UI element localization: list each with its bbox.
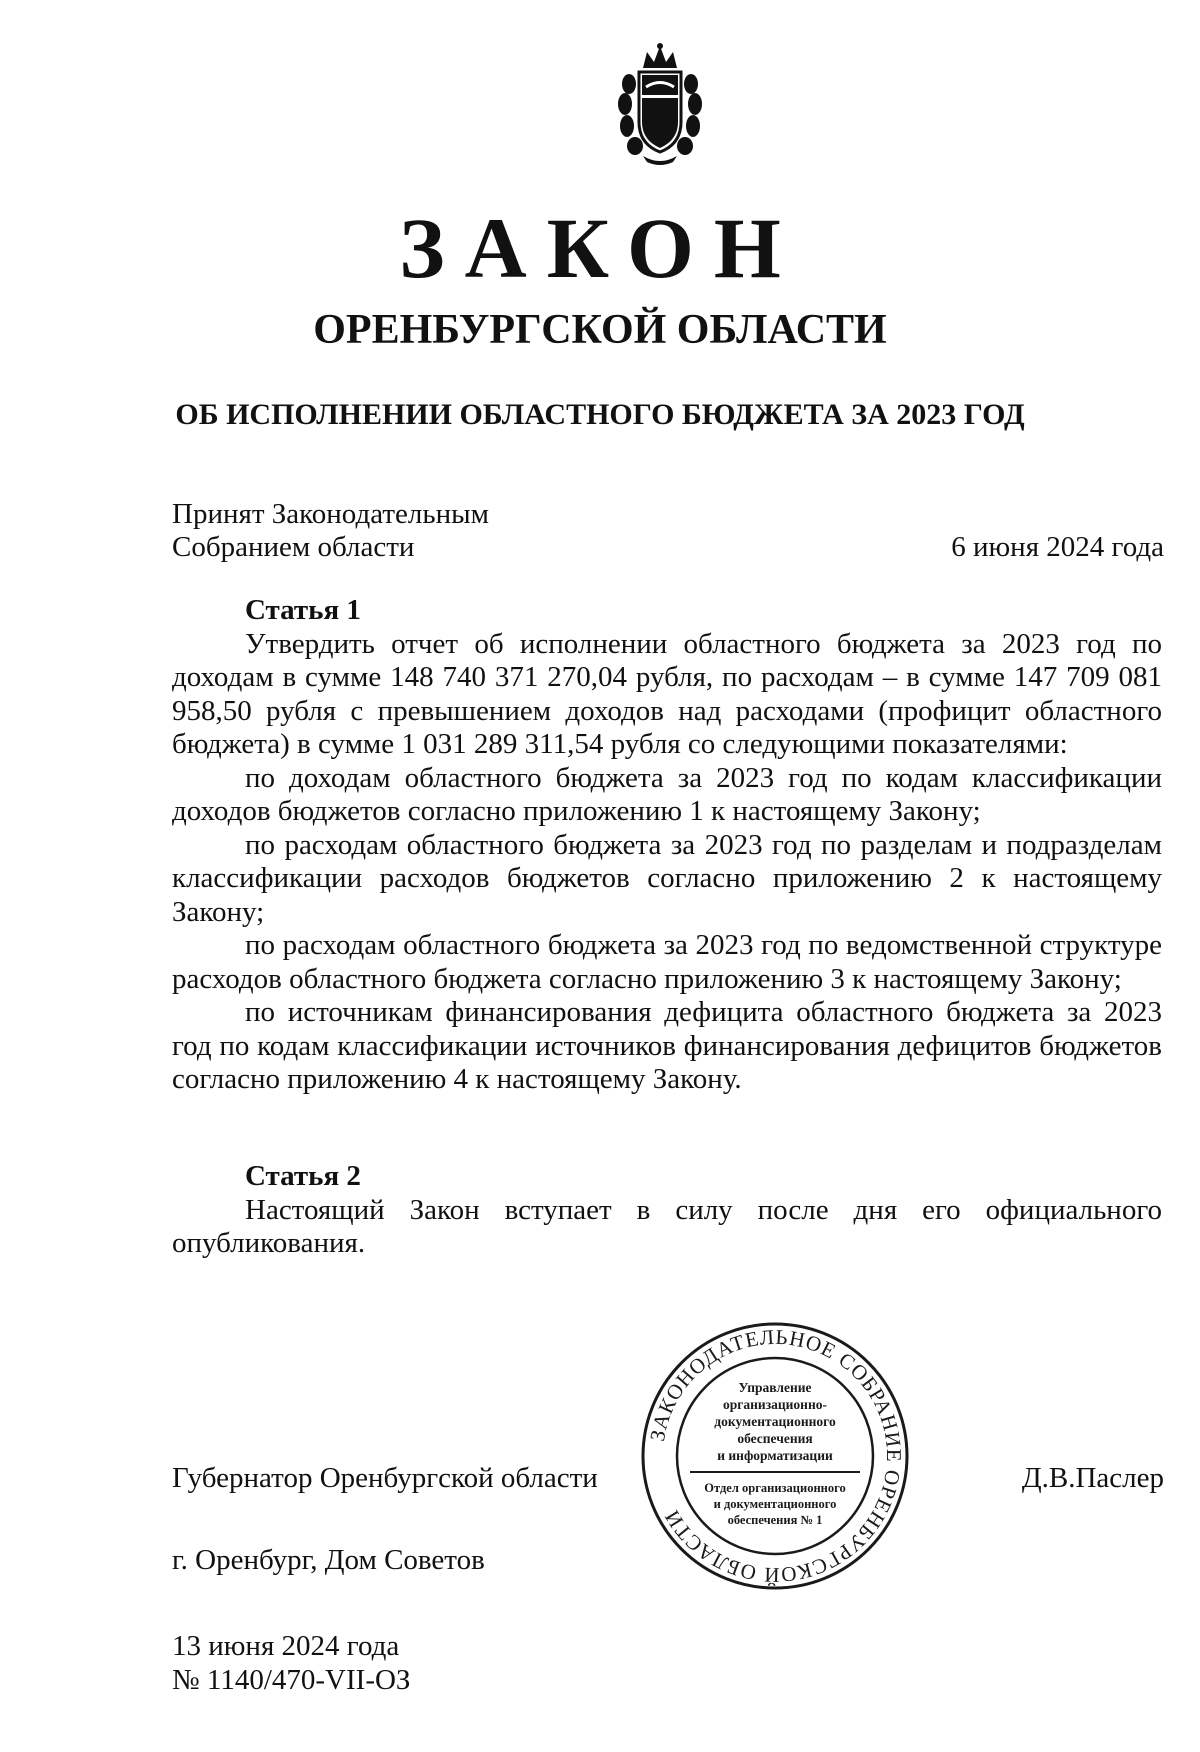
stamp-lower-line: обеспечения № 1 (727, 1513, 823, 1527)
signing-date: 13 июня 2024 года (172, 1630, 400, 1662)
document-subject: ОБ ИСПОЛНЕНИИ ОБЛАСТНОГО БЮДЖЕТА ЗА 2023 ГОД (175, 398, 1025, 431)
article-1-paragraph: по расходам областного бюджета за 2023 год по разделам и подразделам классификации расходов бюджетов согласно приложению 2 к настоящему Закону; (172, 828, 1162, 928)
stamp-lower-line: и документационного (713, 1497, 837, 1511)
article-1-paragraph: по доходам областного бюджета за 2023 год по кодам классификации доходов бюджетов согласно приложению 1 к настоящему Закону; (172, 761, 1162, 827)
signatory-position: Губернатор Оренбургской области (172, 1462, 598, 1494)
adoption-line-1: Принят Законодательным (172, 498, 489, 530)
article-1-paragraph: Утвердить отчет об исполнении областного бюджета за 2023 год по доходам в сумме 148 740 371 270,04 рубля, по расходам – в сумме 147 709 081 958,50 рубля с превышением доходов над расходами (профицит областного бюджета) в сумме 1 031 289 311,54 рубля со следующими показателями: (172, 627, 1162, 760)
stamp-inner-line: и информатизации (717, 1448, 833, 1463)
article-2-paragraph: Настоящий Закон вступает в силу после дня его официального опубликования. (172, 1193, 1162, 1259)
stamp-inner-line: организационно- (723, 1397, 827, 1412)
article-1-paragraph: по источникам финансирования дефицита областного бюджета за 2023 год по кодам классификации источников финансирования дефицитов бюджетов согласно приложению 4 к настоящему Закону. (172, 996, 1162, 1095)
law-number: № 1140/470-VII-ОЗ (172, 1664, 411, 1696)
article-1-heading: Статья 1 (245, 594, 361, 626)
adoption-date: 6 июня 2024 года (951, 531, 1164, 563)
stamp-inner-line: обеспечения (737, 1431, 813, 1446)
official-stamp (640, 1320, 910, 1592)
adoption-line-2: Собранием области (172, 531, 415, 563)
stamp-ring-text: ЗАКОНОДАТЕЛЬНОЕ СОБРАНИЕ ОРЕНБУРГСКОЙ ОБЛАСТИ (645, 1324, 907, 1588)
signatory-name: Д.В.Паслер (1021, 1462, 1164, 1494)
document-title: ЗАКОН (399, 200, 801, 296)
article-2 (172, 1160, 1162, 1261)
article-2-heading: Статья 2 (245, 1160, 361, 1192)
document-region: ОРЕНБУРГСКОЙ ОБЛАСТИ (313, 307, 887, 353)
oblast-coat-of-arms-icon (613, 40, 707, 168)
article-1 (172, 594, 1162, 1097)
article-1-paragraph: по расходам областного бюджета за 2023 год по ведомственной структуре расходов областного бюджета согласно приложению 3 к настоящему Закону; (172, 929, 1162, 995)
stamp-lower-line: Отдел организационного (704, 1481, 846, 1495)
signing-place: г. Оренбург, Дом Советов (172, 1544, 485, 1576)
stamp-inner-line: Управление (738, 1380, 812, 1395)
stamp-inner-line: документационного (714, 1414, 836, 1429)
